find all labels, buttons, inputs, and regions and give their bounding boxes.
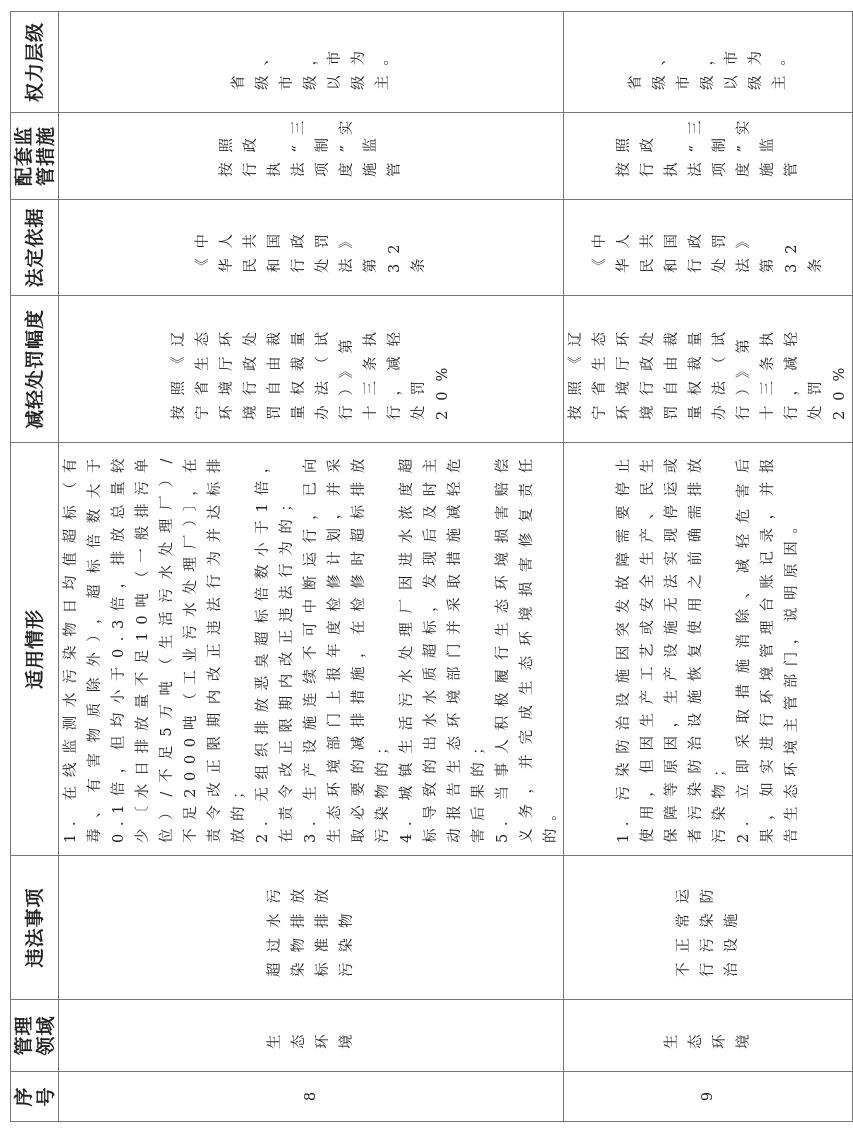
header-violation: 违法事项	[11, 856, 59, 1000]
domain-cell: 生态环境	[564, 1000, 853, 1072]
header-situation: 适用情形	[11, 443, 59, 856]
situation-item: 1. 污染防治设施因突发故障需要停止使用，但因生产工艺或安全生产、民生保障等原因，生产设施无法实现停运或者污染防治设施恢复使用之前确需排放污染物；	[616, 451, 728, 843]
table-row	[59, 12, 564, 1122]
seq-cell: 8	[59, 1072, 564, 1122]
header-reduction: 减轻处罚幅度	[11, 296, 59, 443]
situation-item: 2. 立即采取措施消除、减轻危害后果，如实进行环境管理台账记录，并报告生态环境主管部门，说明原因。	[736, 451, 800, 843]
supervision-cell: 按照行政执法“三项制度”实施监管	[59, 113, 564, 200]
situation-item: 3. 生产设施连续不可中断运行，已向生态环境部门上报年度检修计划，并采取必要的减排措施，在检修时超标排放污染物的；	[303, 451, 391, 843]
violation-cell: 超过水污染物排放标准排放污染物	[59, 856, 564, 1000]
situation-item: 2. 无组织排放恶臭超标倍数小于1倍，在责令改正限期内改正违法行为的；	[255, 451, 295, 843]
supervision-cell: 按照行政执法“三项制度”实施监管	[564, 113, 853, 200]
table-row	[564, 12, 853, 1122]
situation-item: 4. 城镇生活污水处理厂因进水浓度超标导致的出水水质超标，发现后及时主动报告生态环境部门并采取措施减轻危害后果的；	[399, 451, 487, 843]
header-seq: 序号	[11, 1072, 59, 1122]
situation-item: 5. 当事人积极履行生态环境损害赔偿义务，并完成生态环境损害修复责任的。	[495, 451, 559, 843]
header-supervision: 配套监管措施	[11, 113, 59, 200]
situation-cell	[564, 443, 853, 856]
basis-cell: 《中华人民共和国行政处罚法》第32条	[564, 200, 853, 296]
level-cell: 省级、市级，以市级为主。	[59, 12, 564, 113]
seq-cell: 9	[564, 1072, 853, 1122]
violation-cell: 不正常运行污染防治设施	[564, 856, 853, 1000]
basis-cell: 《中华人民共和国行政处罚法》第32条	[59, 200, 564, 296]
reduction-cell: 按照《辽宁省生态环境厅环境行政处罚自由裁量权裁量办法（试行）》第十三条执行，减轻处罚20%	[564, 296, 853, 443]
level-cell: 省级、市级，以市级为主。	[564, 12, 853, 113]
penalty-reduction-table	[10, 11, 853, 1122]
domain-cell: 生态环境	[59, 1000, 564, 1072]
header-basis: 法定依据	[11, 200, 59, 296]
header-row	[11, 12, 59, 1122]
situation-item: 1. 在线监测水污染物日均值超标（有毒、有害物质除外），超标倍数大于0.1倍，但均小于0.3倍，排放总量较少〔水日排放量不足10吨（一般排污单位）/不足5万吨（生活污水处理厂）/不足2000吨（工业污水处理厂）〕，在责令改正限期内改正违法行为并达标排放的；	[63, 451, 247, 843]
reduction-cell: 按照《辽宁省生态环境厅环境行政处罚自由裁量权裁量办法（试行）》第十三条执行，减轻处罚20%	[59, 296, 564, 443]
situation-cell	[59, 443, 564, 856]
header-domain: 管理领域	[11, 1000, 59, 1072]
header-level: 权力层级	[11, 12, 59, 113]
